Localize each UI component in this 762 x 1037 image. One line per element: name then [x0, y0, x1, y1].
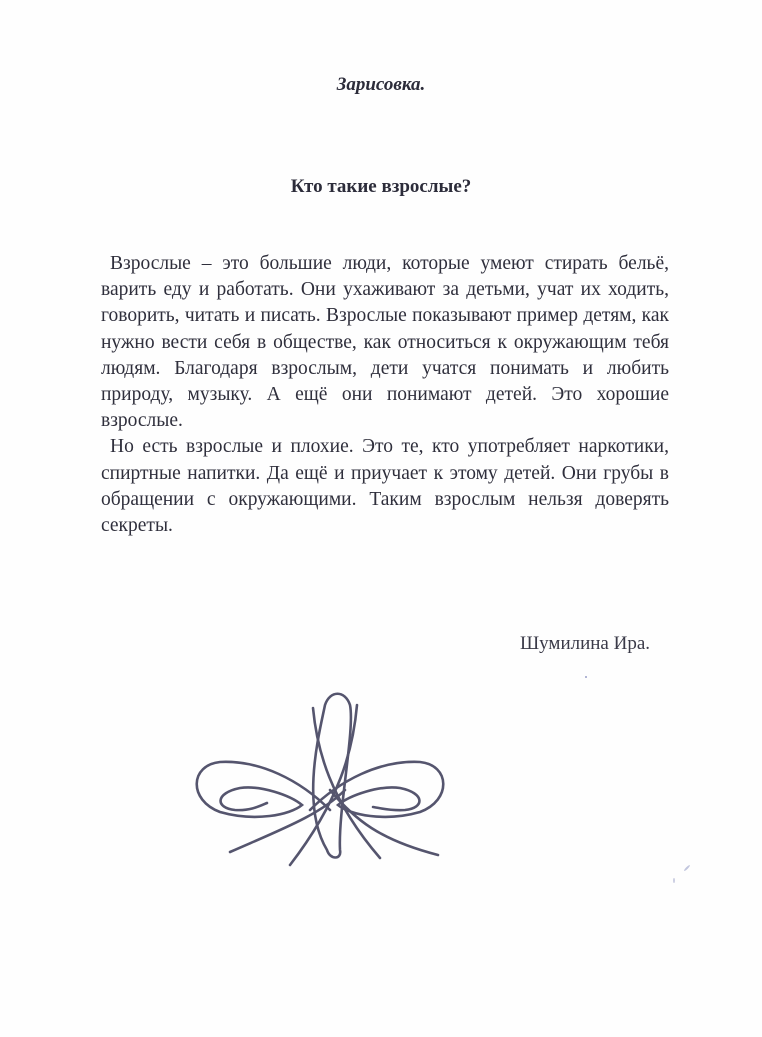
scan-speck [683, 864, 690, 871]
paragraph-good-adults: Взрослые – это большие люди, которые умеют стирать бельё, варить еду и работать. Они ухаживают за детьми, учат их ходить, говорить, читать и писать. Взрослые показывают пример детям, как нужно вести себя в обществе, как относиться к окружающим тебя людям. Благодаря взрослым, дети учатся понимать и любить природу, музыку. А ещё они понимают детей. Это хорошие взрослые. [101, 253, 669, 432]
scan-speck [585, 676, 587, 678]
author-signature: Шумилина Ира. [520, 633, 651, 654]
page-title: Кто такие взрослые? [290, 176, 472, 197]
scan-speck [673, 878, 675, 883]
flourish-ornament-icon [180, 690, 460, 870]
paragraph-bad-adults: Но есть взрослые и плохие. Это те, кто употребляет наркотики, спиртные напитки. Да ещё и приучает к этому детей. Они грубы в обращении с окружающими. Таким взрослым нельзя доверять секреты. [101, 436, 669, 537]
essay-body [101, 251, 669, 539]
genre-label: Зарисовка. [336, 74, 426, 95]
